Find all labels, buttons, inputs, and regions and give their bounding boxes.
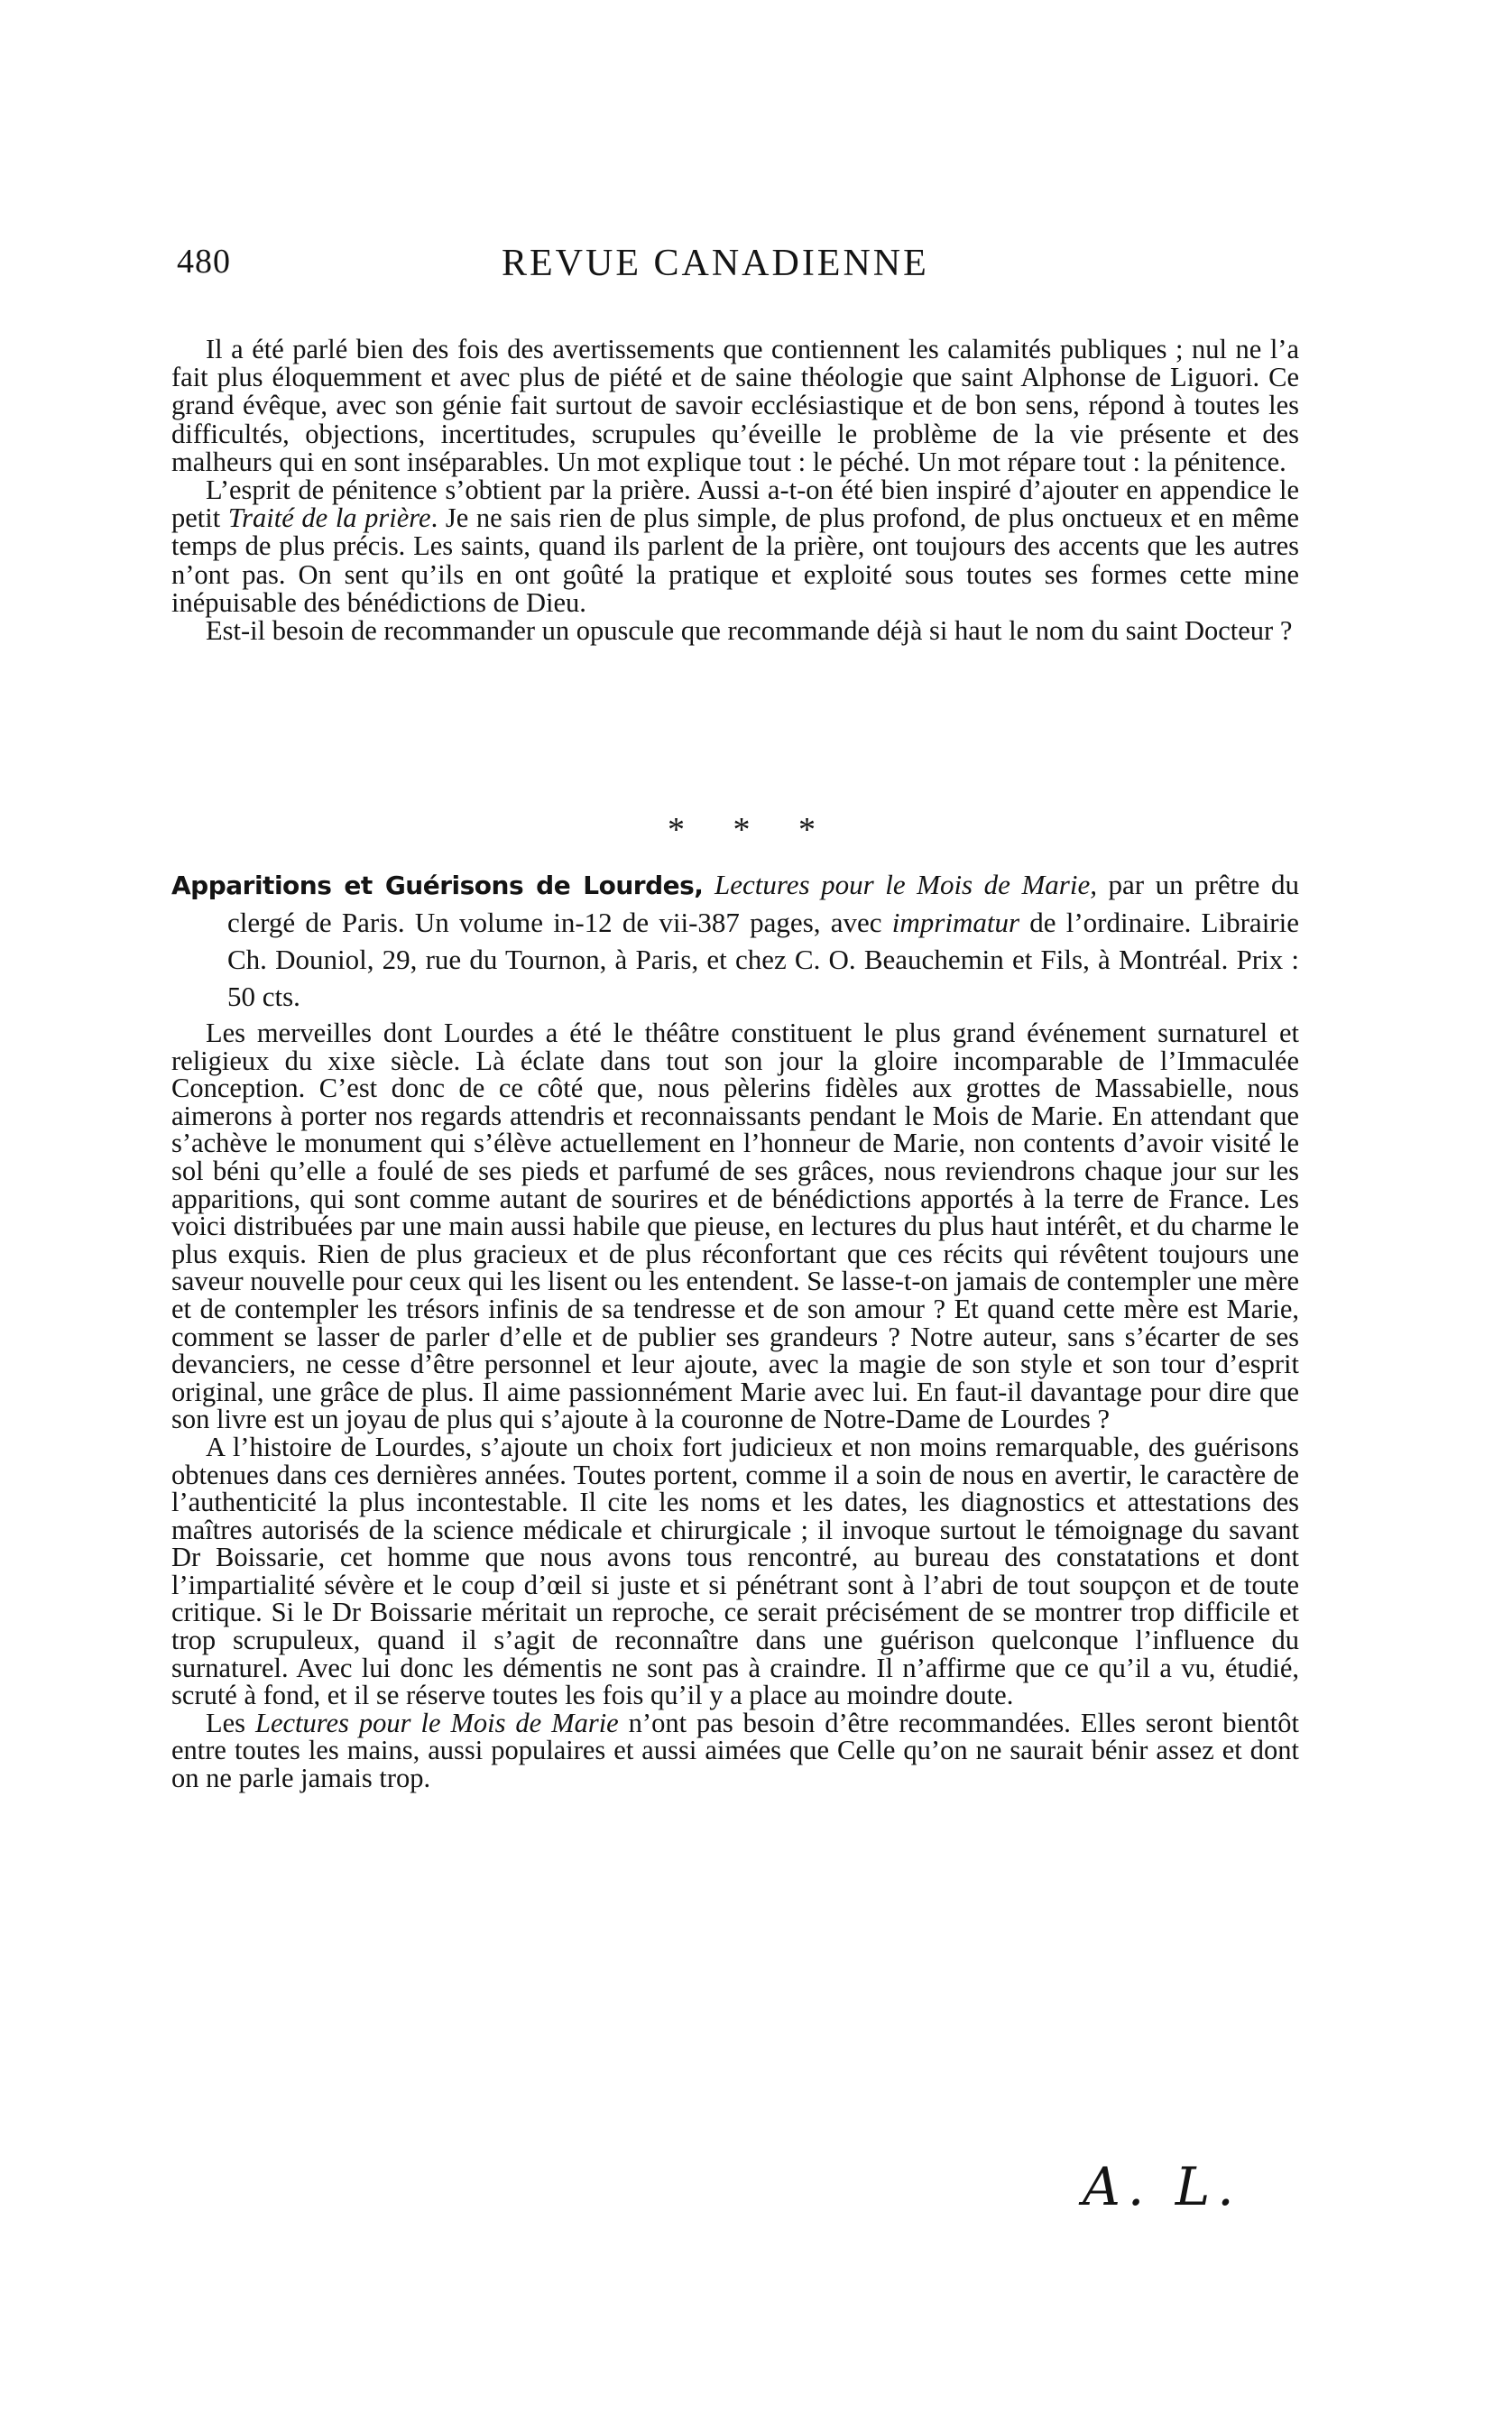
text-run: L’esprit de pénitence s’obtient par la prière. Aussi a-t-on été bien inspiré d’ajouter en appendice le petit	[171, 474, 1299, 534]
paragraph-liguori: Il a été parlé bien des fois des avertissements que contiennent les calamités publiques ; nul ne l’a fait plus éloquemment et avec plus de piété et de saine théologie que saint Alphonse de Liguori. Ce grand évêque, avec son génie fait surtout de savoir ecclésiastique et de bon sens, répond à toutes les difficultés, objections, incertitudes, scrupules qu’éveille le problème de la vie présente et des malheurs qui en sont inséparables. Un mot explique tout : le péché. Un mot répare tout : la pénitence.	[171, 334, 1299, 477]
text-run: . Je ne sais rien de plus simple, de plus profond, de plus onctueux et en même temps de plus précis. Les saints, quand ils parlent de la prière, ont toujours des accents que les autres n’ont pas. On sent qu’ils en ont goûté la pratique et exploité sous toutes ses formes cette mine inépuisable des bénédictions de Dieu.	[171, 502, 1299, 618]
bib-details: par un prêtre du clergé de Paris. Un volume in-12 de vii-387 pages, avec	[227, 869, 1299, 938]
book-title: Apparitions et Guérisons de Lourdes,	[171, 871, 704, 900]
section-lourdes-review	[171, 1019, 1299, 1792]
text-run: Les	[206, 1707, 256, 1738]
section-prayer-treatise	[171, 336, 1299, 645]
book-review-heading	[171, 866, 1299, 1015]
paragraph-merveilles: Les merveilles dont Lourdes a été le théâtre constituent le plus grand événement surnaturel et religieux du xixe siècle. Là éclate dans tout son jour la gloire incomparable de l’Immaculée Conception. C’est donc de ce côté que, nous pèlerins fidèles aux grottes de Massabielle, nous aimerons à porter nos regards attendris et reconnaissants pendant le Mois de Marie. En attendant que s’achève le monument qui s’élève actuellement en l’honneur de Marie, non contents d’avoir visité le sol béni qu’elle a foulé de ses pieds et parfumé de ses grâces, nous reviendrons chaque jour sur les apparitions, qui sont comme autant de sourires et de bénédictions apportés à la terre de France. Les voici distribuées par une main aussi habile que pieuse, en lectures du plus haut intérêt, et du charme le plus exquis. Rien de plus gracieux et de plus réconfortant que ces récits qui révêtent toujours une saveur nouvelle pour ceux qui les lisent ou les entendent. Se lasse-t-on jamais de contempler une mère et de contempler les trésors infinis de sa tendresse et de son amour ? Et quand cette mère est Marie, comment se lasser de parler d’elle et de publier ses grandeurs ? Notre auteur, sans s’écarter de ses devanciers, ne cesse d’être personnel et leur ajoute, avec la magie de son style et son tour d’esprit original, une grâce de plus. Il aime passionnément Marie avec lui. En faut-il davantage pour dire que son livre est un joyau de plus qui s’ajoute à la couronne de Notre-Dame de Lourdes ?	[171, 1018, 1299, 1435]
page-header	[177, 242, 1286, 296]
paragraph-guerisons: A l’histoire de Lourdes, s’ajoute un choix fort judicieux et non moins remarquable, des guérisons obtenues dans ces dernières années. Toutes portent, comme il a soin de nous en avertir, le caractère de l’authenticité la plus incontestable. Il cite les noms et les dates, les diagnostics et attestations des maîtres autorisés de la science médicale et chirurgicale ; il invoque surtout le témoignage du savant Dr Boissarie, cet homme que nous avons tous rencontré, au bureau des constatations et dont l’impartialité sévère et le coup d’œil si juste et si pénétrant sont à l’abri de tout soupçon et de toute critique. Si le Dr Boissarie méritait un reproche, ce serait précisément de se montrer trop difficile et trop scrupuleux, quand il s’agit de reconnaître dans une guérison quelconque l’influence du surnaturel. Avec lui donc les démentis ne sont pas à craindre. Il n’affirme que ce qu’il a vu, étudié, scruté à fond, et il se réserve toutes les fois qu’il y a place au moindre doute.	[171, 1431, 1299, 1711]
paragraph-penitence	[171, 476, 1299, 617]
italic-title-traite: Traité de la prière	[227, 502, 431, 534]
bibliographic-entry	[171, 866, 1299, 1015]
author-signature: A. L.	[1083, 2156, 1241, 2217]
book-subtitle: Lectures pour le Mois de Marie,	[714, 869, 1097, 900]
paragraph-recommend: Est-il besoin de recommander un opuscule que recommande déjà si haut le nom du saint Docteur ?	[206, 615, 1293, 647]
paragraph-conclusion	[171, 1709, 1299, 1792]
text-run: n’ont pas besoin d’être recommandées. Elles seront bientôt entre toutes les mains, aussi populaires et aussi aimées que Celle qu’on ne saurait bénir assez et dont on ne parle jamais trop.	[171, 1707, 1299, 1794]
imprimatur-word: imprimatur	[891, 907, 1020, 938]
section-divider: * * *	[668, 811, 835, 849]
bib-publisher: de l’ordinaire. Librairie Ch. Douniol, 29, rue du Tournon, à Paris, et chez C. O. Beauchemin et Fils, à Montréal. Prix : 50 cts.	[227, 907, 1300, 1012]
running-title: REVUE CANADIENNE	[502, 243, 929, 284]
italic-title-lectures: Lectures pour le Mois de Marie	[255, 1707, 619, 1738]
page-number: 480	[177, 243, 231, 281]
